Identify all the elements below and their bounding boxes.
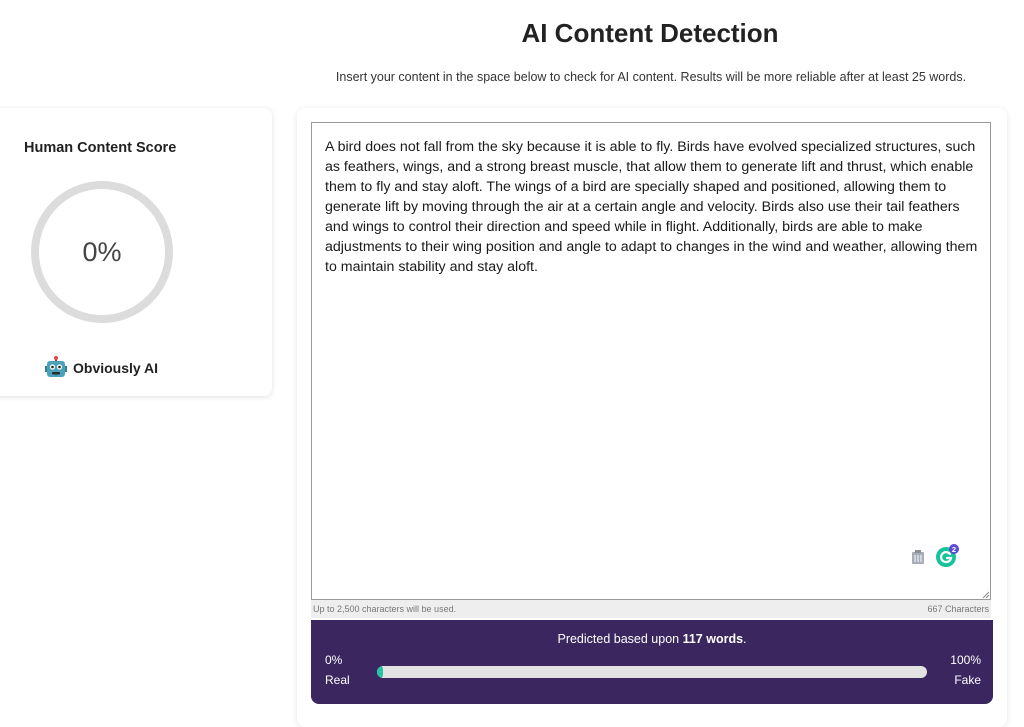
real-percent: 0% bbox=[325, 653, 343, 667]
verdict-label: Obviously AI bbox=[73, 360, 159, 376]
char-count: 667 Characters bbox=[927, 604, 989, 614]
score-value: 0% bbox=[82, 237, 122, 267]
resize-grip-icon[interactable] bbox=[982, 591, 990, 599]
real-labels bbox=[325, 650, 350, 690]
real-label: Real bbox=[325, 673, 350, 687]
content-textarea[interactable]: A bird does not fall from the sky because it is able to fly. Birds have evolved specialized structures, such as feathers, wings, and a strong breast muscle, that allow them to generate lift and thrust, which enable them to fly and stay aloft. The wings of a bird are specially shaped and positioned, allowing them to generate lift by moving through the air at a certain angle and velocity. Birds also use their tail feathers and wings to control their direction and speed while in flight. Additionally, birds are able to make adjustments to their wing position and angle to adapt to changes in the wind and weather, allowing them to maintain stability and stay aloft. bbox=[311, 122, 991, 600]
prediction-prefix: Predicted based upon bbox=[557, 632, 683, 646]
human-score-card bbox=[0, 108, 272, 396]
prediction-text bbox=[311, 632, 993, 646]
page-subtitle: Insert your content in the space below to check for AI content. Results will be more reliable after at least 25 words. bbox=[335, 70, 967, 84]
prediction-panel bbox=[311, 620, 993, 704]
fake-labels bbox=[950, 650, 981, 690]
char-info-bar bbox=[311, 600, 991, 618]
verdict bbox=[44, 356, 158, 380]
input-card bbox=[297, 108, 1007, 727]
prediction-progress-bar bbox=[377, 666, 927, 678]
prediction-word-count: 117 words bbox=[682, 632, 744, 646]
prediction-suffix: . bbox=[743, 632, 747, 646]
score-title: Human Content Score bbox=[24, 140, 177, 156]
char-limit-note: Up to 2,500 characters will be used. bbox=[313, 604, 457, 614]
fake-label: Fake bbox=[954, 673, 981, 687]
extension-icon[interactable] bbox=[909, 548, 927, 566]
page-title: AI Content Detection bbox=[521, 18, 779, 48]
prediction-progress-fill bbox=[377, 666, 383, 678]
grammarly-icon[interactable] bbox=[935, 544, 959, 568]
robot-icon bbox=[44, 356, 68, 380]
grammarly-badge-count: 2 bbox=[951, 544, 957, 554]
fake-percent: 100% bbox=[950, 653, 981, 667]
